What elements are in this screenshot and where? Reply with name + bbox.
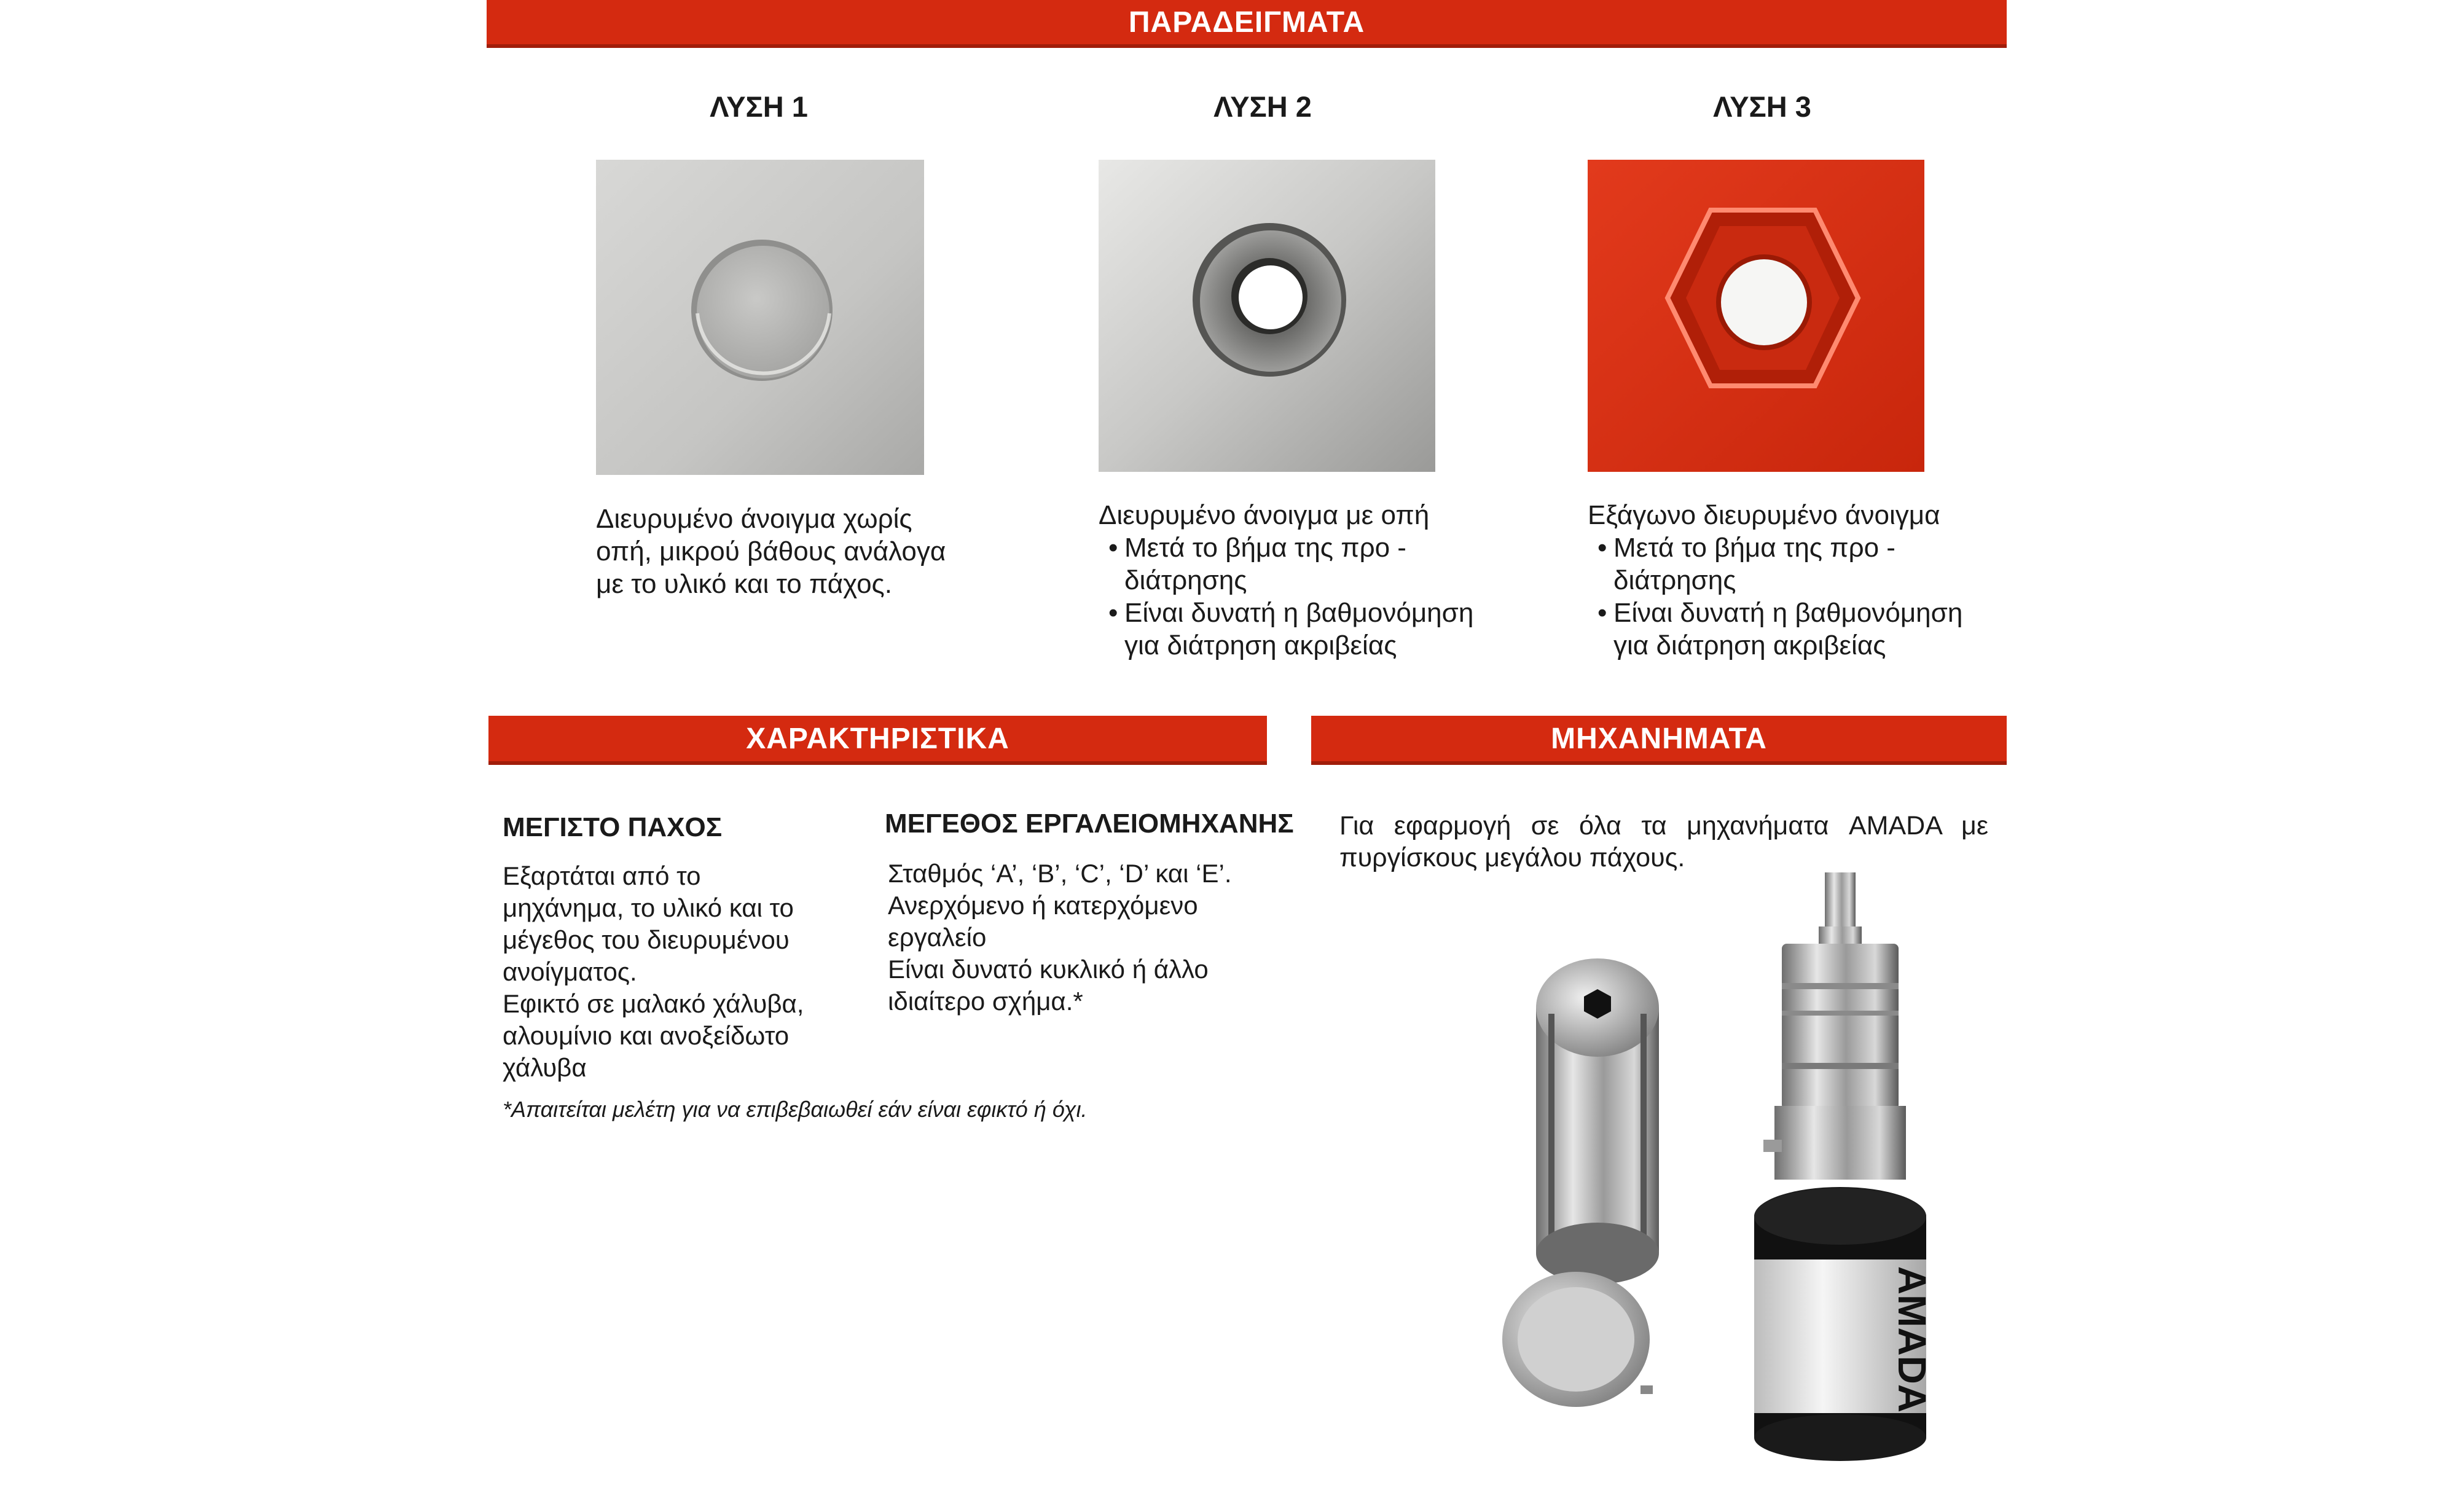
examples-header (487, 0, 2007, 48)
max-thickness-line: αλουμίνιο και ανοξείδωτο (503, 1021, 790, 1050)
max-thickness-title: ΜΕΓΙΣΤΟ ΠΑΧΟΣ (503, 812, 723, 842)
feasibility-note: *Απαιτείται μελέτη για να επιβεβαιωθεί εάν είναι εφικτό ή όχι. (503, 1097, 1088, 1122)
tool-size-title: ΜΕΓΕΘΟΣ ΕΡΓΑΛΕΙΟΜΗΧΑΝΗΣ (885, 809, 1294, 839)
max-thickness-body (503, 860, 871, 1084)
solution-2-bullet: • Είναι δυνατή η βαθμονόμηση για διάτρηση ακριβείας (1124, 597, 1493, 662)
countersink-illustration (596, 160, 924, 475)
amada-brand-label: AMADA (1890, 1266, 1934, 1413)
tool-size-body (888, 858, 1281, 1017)
solution-2-photo (1099, 160, 1435, 472)
max-thickness-line: Εξαρτάται από το (503, 861, 701, 890)
tool-size-line: εργαλείο (888, 923, 987, 952)
solution-1-title: ΛΥΣΗ 1 (710, 90, 808, 123)
max-thickness-line: χάλυβα (503, 1053, 587, 1082)
solution-3-text: Εξάγωνο διευρυμένο άνοιγμα (1588, 500, 1940, 530)
max-thickness-line: μέγεθος του διευρυμένου (503, 925, 790, 954)
machines-header (1311, 716, 2007, 765)
tool-size-line: ιδιαίτερο σχήμα.* (888, 987, 1083, 1016)
tool-size-line: Σταθμός ‘A’, ‘B’, ‘C’, ‘D’ και ‘E’. (888, 859, 1232, 888)
solution-2-description (1099, 499, 1516, 662)
amada-tool-illustration (1475, 860, 1978, 1475)
tool-size-line: Είναι δυνατό κυκλικό ή άλλο (888, 955, 1209, 984)
max-thickness-line: ανοίγματος. (503, 957, 637, 986)
max-thickness-line: Εφικτό σε μαλακό χάλυβα, (503, 989, 804, 1018)
solution-2-bullet: • Μετά το βήμα της προ - διάτρησης (1124, 531, 1444, 597)
features-header (488, 716, 1267, 765)
solution-3-photo (1588, 160, 1924, 472)
solution-2-title: ΛΥΣΗ 2 (1213, 90, 1312, 123)
solution-3-description (1588, 499, 2005, 662)
features-header-label: ΧΑΡΑΚΤΗΡΙΣΤΙΚΑ (746, 722, 1009, 755)
solution-1-text: Διευρυμένο άνοιγμα χωρίς οπή, μικρού βάθους ανάλογα με το υλικό και το πάχος. (596, 504, 946, 599)
solution-2-text: Διευρυμένο άνοιγμα με οπή (1099, 500, 1430, 530)
solution-1-photo (596, 160, 924, 475)
machines-description: Για εφαρμογή σε όλα τα μηχανήματα AMADA με πυργίσκους μεγάλου πάχους. (1339, 811, 1988, 872)
countersink-with-hole-illustration (1099, 160, 1435, 472)
solution-3-bullet: • Μετά το βήμα της προ - διάτρησης (1613, 531, 1933, 597)
machines-header-label: ΜΗΧΑΝΗΜΑΤΑ (1551, 722, 1767, 755)
hex-countersink-illustration (1588, 160, 1924, 472)
max-thickness-line: μηχάνημα, το υλικό και το (503, 893, 794, 922)
examples-header-label: ΠΑΡΑΔΕΙΓΜΑΤΑ (1128, 6, 1365, 39)
solution-1-description (596, 503, 965, 600)
solution-3-bullet: • Είναι δυνατή η βαθμονόμηση για διάτρηση ακριβείας (1613, 597, 1982, 662)
amada-tool-photo (1475, 860, 1978, 1475)
tool-size-line: Ανερχόμενο ή κατερχόμενο (888, 891, 1198, 920)
solution-3-title: ΛΥΣΗ 3 (1713, 90, 1811, 123)
